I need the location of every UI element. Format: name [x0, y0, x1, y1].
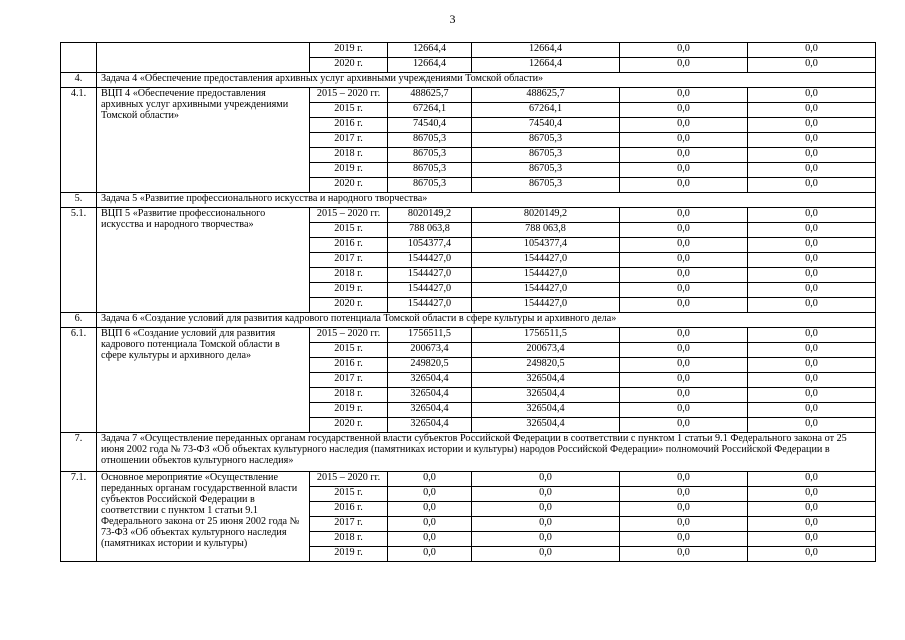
value-cell: 0,0 [748, 472, 876, 487]
value-cell: 86705,3 [472, 178, 620, 193]
value-cell: 0,0 [748, 163, 876, 178]
value-cell: 74540,4 [388, 118, 472, 133]
value-cell: 0,0 [620, 472, 748, 487]
year-cell: 2018 г. [310, 532, 388, 547]
year-cell: 2015 – 2020 гг. [310, 328, 388, 343]
value-cell: 0,0 [620, 532, 748, 547]
value-cell: 0,0 [388, 487, 472, 502]
task-row [61, 73, 876, 88]
value-cell: 86705,3 [388, 148, 472, 163]
value-cell: 0,0 [620, 43, 748, 58]
value-cell: 0,0 [620, 343, 748, 358]
year-cell: 2019 г. [310, 283, 388, 298]
year-cell: 2017 г. [310, 373, 388, 388]
year-cell: 2017 г. [310, 253, 388, 268]
value-cell: 0,0 [620, 163, 748, 178]
program-number: 6.1. [61, 328, 97, 433]
value-cell: 0,0 [388, 517, 472, 532]
value-cell: 0,0 [620, 88, 748, 103]
value-cell: 0,0 [748, 343, 876, 358]
year-cell: 2017 г. [310, 517, 388, 532]
task-title: Задача 6 «Создание условий для развития кадрового потенциала Томской области в сфере культуры и архивного дела» [97, 313, 876, 328]
value-cell: 1544427,0 [472, 283, 620, 298]
year-cell: 2018 г. [310, 268, 388, 283]
value-cell: 200673,4 [472, 343, 620, 358]
value-cell: 0,0 [388, 547, 472, 562]
program-number: 7.1. [61, 472, 97, 562]
value-cell: 0,0 [620, 547, 748, 562]
value-cell: 0,0 [620, 103, 748, 118]
table-row [61, 88, 876, 103]
value-cell: 0,0 [472, 547, 620, 562]
value-cell: 8020149,2 [388, 208, 472, 223]
task-number: 6. [61, 313, 97, 328]
value-cell: 0,0 [748, 403, 876, 418]
value-cell: 1544427,0 [472, 253, 620, 268]
task-title: Задача 4 «Обеспечение предоставления архивных услуг архивными учреждениями Томской области» [97, 73, 876, 88]
value-cell: 326504,4 [388, 418, 472, 433]
value-cell: 0,0 [472, 472, 620, 487]
program-description: Основное мероприятие «Осуществление переданных органам государственной власти субъектов Российской Федерации в соответствии с пунктом 1 статьи 9.1 Федерального закона от 25 июня 2002 года № 73-ФЗ «Об объектах культурного наследия (памятниках истории и культуры) [97, 472, 310, 562]
value-cell: 0,0 [748, 328, 876, 343]
value-cell: 0,0 [748, 223, 876, 238]
value-cell: 488625,7 [388, 88, 472, 103]
value-cell: 1544427,0 [472, 268, 620, 283]
desc-cell [97, 43, 310, 73]
value-cell: 86705,3 [388, 178, 472, 193]
task-number: 7. [61, 433, 97, 472]
year-cell: 2015 – 2020 гг. [310, 472, 388, 487]
value-cell: 0,0 [748, 148, 876, 163]
value-cell: 0,0 [748, 388, 876, 403]
value-cell: 67264,1 [472, 103, 620, 118]
page-number: 3 [449, 12, 456, 26]
year-cell: 2020 г. [310, 178, 388, 193]
program-description: ВЦП 6 «Создание условий для развития кадрового потенциала Томской области в сфере культуры и архивного дела» [97, 328, 310, 433]
value-cell: 0,0 [620, 118, 748, 133]
program-number: 5.1. [61, 208, 97, 313]
value-cell: 1054377,4 [388, 238, 472, 253]
value-cell: 0,0 [620, 133, 748, 148]
value-cell: 0,0 [748, 283, 876, 298]
value-cell: 0,0 [748, 58, 876, 73]
value-cell: 0,0 [388, 532, 472, 547]
year-cell: 2020 г. [310, 58, 388, 73]
year-cell: 2019 г. [310, 547, 388, 562]
value-cell: 1054377,4 [472, 238, 620, 253]
value-cell: 0,0 [620, 148, 748, 163]
year-cell: 2016 г. [310, 238, 388, 253]
value-cell: 0,0 [748, 532, 876, 547]
num-cell [61, 43, 97, 73]
value-cell: 0,0 [620, 373, 748, 388]
value-cell: 0,0 [620, 388, 748, 403]
value-cell: 200673,4 [388, 343, 472, 358]
task-row [61, 313, 876, 328]
value-cell: 0,0 [620, 517, 748, 532]
value-cell: 0,0 [748, 253, 876, 268]
year-cell: 2015 – 2020 гг. [310, 88, 388, 103]
table-row [61, 472, 876, 487]
value-cell: 0,0 [748, 358, 876, 373]
value-cell: 326504,4 [472, 403, 620, 418]
value-cell: 0,0 [748, 373, 876, 388]
value-cell: 74540,4 [472, 118, 620, 133]
value-cell: 0,0 [748, 502, 876, 517]
value-cell: 86705,3 [388, 133, 472, 148]
value-cell: 0,0 [748, 103, 876, 118]
value-cell: 0,0 [748, 178, 876, 193]
value-cell: 86705,3 [472, 148, 620, 163]
value-cell: 8020149,2 [472, 208, 620, 223]
budget-table [60, 42, 876, 562]
value-cell: 0,0 [620, 418, 748, 433]
year-cell: 2015 г. [310, 103, 388, 118]
value-cell: 326504,4 [472, 418, 620, 433]
value-cell: 0,0 [620, 283, 748, 298]
value-cell: 0,0 [748, 118, 876, 133]
value-cell: 0,0 [388, 472, 472, 487]
value-cell: 1544427,0 [388, 283, 472, 298]
value-cell: 249820,5 [388, 358, 472, 373]
year-cell: 2019 г. [310, 403, 388, 418]
value-cell: 0,0 [620, 238, 748, 253]
value-cell: 0,0 [748, 487, 876, 502]
value-cell: 1544427,0 [388, 253, 472, 268]
value-cell: 0,0 [748, 238, 876, 253]
value-cell: 326504,4 [472, 373, 620, 388]
year-cell: 2018 г. [310, 388, 388, 403]
value-cell: 0,0 [620, 223, 748, 238]
task-number: 4. [61, 73, 97, 88]
value-cell: 1756511,5 [472, 328, 620, 343]
year-cell: 2015 г. [310, 343, 388, 358]
year-cell: 2017 г. [310, 133, 388, 148]
year-cell: 2016 г. [310, 118, 388, 133]
value-cell: 67264,1 [388, 103, 472, 118]
program-description: ВЦП 4 «Обеспечение предоставления архивных услуг архивными учреждениями Томской области» [97, 88, 310, 193]
value-cell: 0,0 [748, 298, 876, 313]
value-cell: 0,0 [620, 268, 748, 283]
value-cell: 0,0 [748, 517, 876, 532]
value-cell: 0,0 [388, 502, 472, 517]
value-cell: 0,0 [620, 328, 748, 343]
program-description: ВЦП 5 «Развитие профессионального искусства и народного творчества» [97, 208, 310, 313]
program-number: 4.1. [61, 88, 97, 193]
value-cell: 0,0 [620, 502, 748, 517]
value-cell: 488625,7 [472, 88, 620, 103]
value-cell: 0,0 [748, 418, 876, 433]
value-cell: 326504,4 [388, 403, 472, 418]
value-cell: 0,0 [620, 358, 748, 373]
value-cell: 0,0 [620, 58, 748, 73]
value-cell: 86705,3 [472, 163, 620, 178]
year-cell: 2020 г. [310, 298, 388, 313]
task-number: 5. [61, 193, 97, 208]
value-cell: 1544427,0 [388, 268, 472, 283]
year-cell: 2019 г. [310, 43, 388, 58]
value-cell: 0,0 [620, 178, 748, 193]
value-cell: 0,0 [748, 43, 876, 58]
value-cell: 0,0 [620, 208, 748, 223]
value-cell: 86705,3 [388, 163, 472, 178]
table-row [61, 328, 876, 343]
value-cell: 788 063,8 [472, 223, 620, 238]
value-cell: 0,0 [472, 502, 620, 517]
value-cell: 12664,4 [472, 58, 620, 73]
value-cell: 1544427,0 [388, 298, 472, 313]
value-cell: 0,0 [620, 298, 748, 313]
table-row [61, 208, 876, 223]
value-cell: 12664,4 [388, 43, 472, 58]
value-cell: 0,0 [620, 403, 748, 418]
value-cell: 788 063,8 [388, 223, 472, 238]
value-cell: 12664,4 [472, 43, 620, 58]
value-cell: 326504,4 [472, 388, 620, 403]
value-cell: 0,0 [472, 532, 620, 547]
task-row [61, 193, 876, 208]
value-cell: 1756511,5 [388, 328, 472, 343]
task-title: Задача 5 «Развитие профессионального искусства и народного творчества» [97, 193, 876, 208]
value-cell: 1544427,0 [472, 298, 620, 313]
task-title: Задача 7 «Осуществление переданных органам государственной власти субъектов Российской Федерации в соответствии с пунктом 1 статьи 9.1 Федерального закона от 25 июня 2002 года № 73-ФЗ «Об объектах культурного наследия (памятниках истории и культуры) народов Российской Федерации» полномочий Российской Федерации в отношении объектов культурного наследия» [97, 433, 876, 472]
year-cell: 2020 г. [310, 418, 388, 433]
value-cell: 0,0 [620, 487, 748, 502]
year-cell: 2019 г. [310, 163, 388, 178]
value-cell: 0,0 [472, 517, 620, 532]
task-row [61, 433, 876, 472]
value-cell: 0,0 [748, 88, 876, 103]
value-cell: 12664,4 [388, 58, 472, 73]
value-cell: 0,0 [748, 268, 876, 283]
value-cell: 86705,3 [472, 133, 620, 148]
value-cell: 326504,4 [388, 388, 472, 403]
year-cell: 2015 г. [310, 223, 388, 238]
value-cell: 0,0 [472, 487, 620, 502]
year-cell: 2015 г. [310, 487, 388, 502]
year-cell: 2018 г. [310, 148, 388, 163]
value-cell: 0,0 [620, 253, 748, 268]
value-cell: 0,0 [748, 133, 876, 148]
year-cell: 2016 г. [310, 502, 388, 517]
year-cell: 2016 г. [310, 358, 388, 373]
value-cell: 326504,4 [388, 373, 472, 388]
year-cell: 2015 – 2020 гг. [310, 208, 388, 223]
value-cell: 0,0 [748, 547, 876, 562]
value-cell: 0,0 [748, 208, 876, 223]
table-row [61, 43, 876, 58]
value-cell: 249820,5 [472, 358, 620, 373]
